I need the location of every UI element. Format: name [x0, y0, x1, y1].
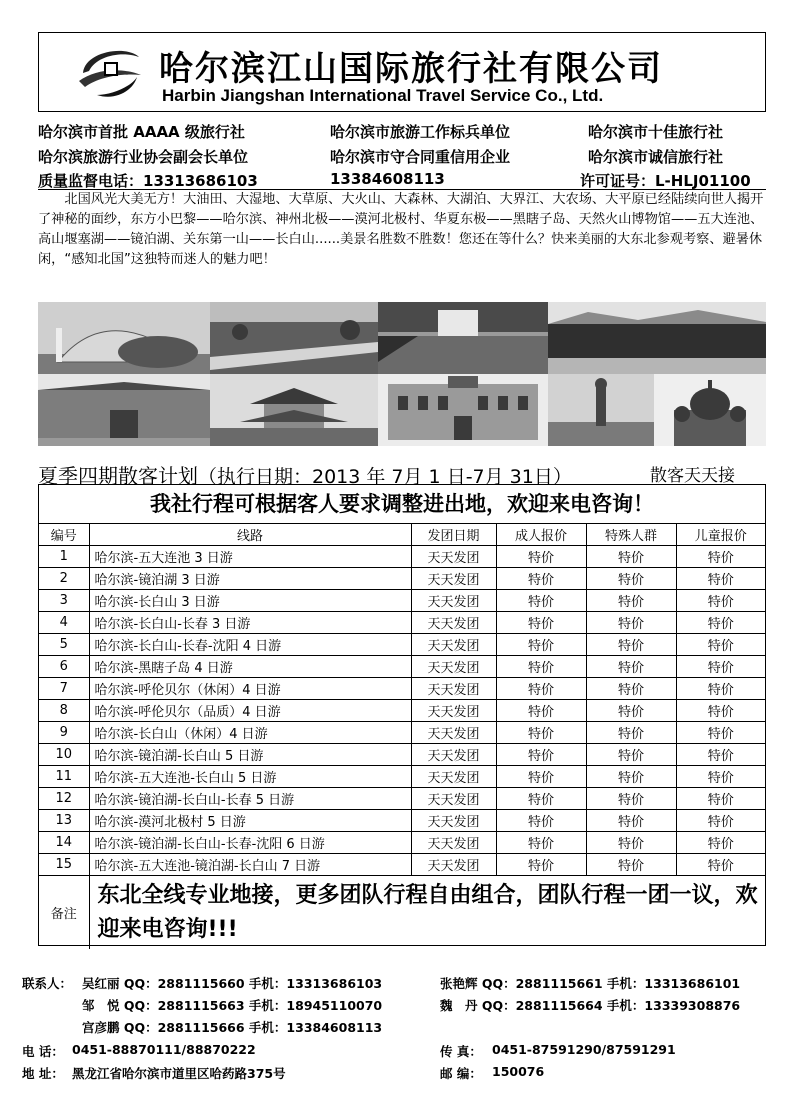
table-body: [39, 546, 765, 876]
row-route: 哈尔滨-五大连池 3 日游: [89, 546, 411, 568]
license-number: 许可证号：L-HLJ01100: [580, 172, 751, 190]
fax-label: 传 真：: [440, 1044, 482, 1059]
row-adult-price: 特价: [496, 546, 586, 568]
table-banner: 我社行程可根据客人要求调整进出地，欢迎来电咨询！: [39, 485, 765, 524]
table-row: [39, 722, 765, 744]
contact-gong: 宫彦鹏 QQ：2881115666 手机：13384608113: [82, 1020, 383, 1035]
company-name-en: Harbin Jiangshan International Travel Service Co., Ltd.: [162, 86, 604, 105]
row-special-price: 特价: [586, 788, 676, 810]
row-child-price: 特价: [676, 700, 765, 722]
contact-wei: 魏 丹 QQ：2881115664 手机：13339308876: [440, 998, 741, 1013]
row-departure: 天天发团: [411, 546, 496, 568]
row-child-price: 特价: [676, 854, 765, 876]
itinerary-table: [38, 484, 766, 946]
row-departure: 天天发团: [411, 678, 496, 700]
table-row: [39, 832, 765, 854]
table-row: [39, 744, 765, 766]
row-number: 8: [39, 700, 89, 722]
row-route: 哈尔滨-镜泊湖-长白山-长春 5 日游: [89, 788, 411, 810]
row-number: 9: [39, 722, 89, 744]
row-special-price: 特价: [586, 766, 676, 788]
table-row: [39, 612, 765, 634]
row-route: 哈尔滨-镜泊湖 3 日游: [89, 568, 411, 590]
row-route: 哈尔滨-长白山-长春 3 日游: [89, 612, 411, 634]
table-row: [39, 700, 765, 722]
row-number: 10: [39, 744, 89, 766]
plan-title-main: 夏季四期散客计划: [38, 464, 198, 488]
postcode-label: 邮 编：: [440, 1066, 482, 1081]
row-adult-price: 特价: [496, 590, 586, 612]
header-adult-price: 成人报价: [496, 524, 586, 546]
row-adult-price: 特价: [496, 832, 586, 854]
row-adult-price: 特价: [496, 612, 586, 634]
credential-contract-credit: 哈尔滨市守合同重信用企业: [330, 148, 511, 166]
row-route: 哈尔滨-镜泊湖-长白山-长春-沈阳 6 日游: [89, 832, 411, 854]
table-row: [39, 546, 765, 568]
row-special-price: 特价: [586, 700, 676, 722]
row-special-price: 特价: [586, 744, 676, 766]
row-adult-price: 特价: [496, 810, 586, 832]
row-child-price: 特价: [676, 810, 765, 832]
row-special-price: 特价: [586, 568, 676, 590]
photo-waterfall: [378, 302, 548, 374]
row-departure: 天天发团: [411, 568, 496, 590]
route-table: [39, 524, 765, 949]
row-route: 哈尔滨-五大连池-长白山 5 日游: [89, 766, 411, 788]
row-number: 4: [39, 612, 89, 634]
table-row: [39, 634, 765, 656]
company-header: [38, 32, 766, 112]
row-adult-price: 特价: [496, 744, 586, 766]
credential-aaaa: 哈尔滨市首批 AAAA 级旅行社: [38, 123, 245, 141]
row-adult-price: 特价: [496, 678, 586, 700]
row-number: 6: [39, 656, 89, 678]
photo-cathedral: [654, 374, 766, 446]
row-child-price: 特价: [676, 766, 765, 788]
table-row: [39, 590, 765, 612]
row-departure: 天天发团: [411, 656, 496, 678]
quality-hotline-2: 13384608113: [330, 170, 445, 188]
row-special-price: 特价: [586, 634, 676, 656]
row-number: 3: [39, 590, 89, 612]
row-departure: 天天发团: [411, 722, 496, 744]
intro-text: 北国风光大美无方！大油田、大湿地、大草原、大火山、大森林、大湖泊、大界江、大农场、大平原已经陆续向世人揭开了神秘的面纱，东方小巴黎——哈尔滨、神州北极——漠河北极村、华夏东极——黑瞎子岛、天然火山博物馆——五大连池、高山堰塞湖——镜泊湖、关东第一山——长白山......美景名胜数不胜数！您还在等什么？快来美丽的大东北参观考察、避暑休闲，“感知北国”这独特而迷人的魅力吧！: [38, 192, 764, 267]
row-departure: 天天发团: [411, 634, 496, 656]
row-adult-price: 特价: [496, 568, 586, 590]
row-departure: 天天发团: [411, 854, 496, 876]
contact-zhang: 张艳辉 QQ：2881115661 手机：13313686101: [440, 976, 741, 991]
remark-label: 备注: [39, 876, 89, 950]
row-child-price: 特价: [676, 722, 765, 744]
postcode-value: 150076: [492, 1064, 545, 1079]
row-special-price: 特价: [586, 854, 676, 876]
photo-lava-field: [210, 302, 378, 374]
company-logo-icon: [75, 43, 145, 101]
row-departure: 天天发团: [411, 612, 496, 634]
photo-red-building: [38, 374, 210, 446]
row-number: 11: [39, 766, 89, 788]
row-number: 7: [39, 678, 89, 700]
photo-european-building: [378, 374, 548, 446]
row-adult-price: 特价: [496, 634, 586, 656]
row-departure: 天天发团: [411, 744, 496, 766]
row-number: 15: [39, 854, 89, 876]
row-route: 哈尔滨-呼伦贝尔（品质）4 日游: [89, 700, 411, 722]
table-row: [39, 656, 765, 678]
row-adult-price: 特价: [496, 766, 586, 788]
address-value: 黑龙江省哈尔滨市道里区哈药路375号: [72, 1066, 286, 1081]
row-adult-price: 特价: [496, 854, 586, 876]
photo-statue: [548, 374, 654, 446]
remark-text: 东北全线专业地接，更多团队行程自由组合，团队行程一团一议，欢迎来电咨询!!!: [89, 876, 765, 950]
row-child-price: 特价: [676, 568, 765, 590]
row-departure: 天天发团: [411, 788, 496, 810]
row-number: 14: [39, 832, 89, 854]
row-route: 哈尔滨-五大连池-镜泊湖-长白山 7 日游: [89, 854, 411, 876]
remark-row: [39, 876, 765, 950]
row-child-price: 特价: [676, 832, 765, 854]
photo-temple: [210, 374, 378, 446]
row-route: 哈尔滨-黑瞎子岛 4 日游: [89, 656, 411, 678]
table-row: [39, 810, 765, 832]
table-row: [39, 678, 765, 700]
row-child-price: 特价: [676, 788, 765, 810]
contact-wu: 吴红丽 QQ：2881115660 手机：13313686103: [82, 976, 383, 991]
plan-dates: （执行日期：2013 年 7月 1 日-7月 31日）: [198, 466, 572, 488]
table-row: [39, 854, 765, 876]
header-child-price: 儿童报价: [676, 524, 765, 546]
row-departure: 天天发团: [411, 832, 496, 854]
credential-vice-president: 哈尔滨旅游行业协会副会长单位: [38, 148, 249, 166]
row-adult-price: 特价: [496, 700, 586, 722]
row-child-price: 特价: [676, 590, 765, 612]
photo-crater-lake: [548, 302, 766, 374]
address-label: 地 址：: [22, 1066, 64, 1081]
phone-label: 电 话：: [22, 1044, 64, 1059]
table-row: [39, 766, 765, 788]
row-adult-price: 特价: [496, 722, 586, 744]
credential-model-unit: 哈尔滨市旅游工作标兵单位: [330, 123, 511, 141]
row-route: 哈尔滨-长白山-长春-沈阳 4 日游: [89, 634, 411, 656]
row-departure: 天天发团: [411, 810, 496, 832]
row-departure: 天天发团: [411, 590, 496, 612]
row-special-price: 特价: [586, 678, 676, 700]
table-header-row: [39, 524, 765, 546]
row-route: 哈尔滨-漠河北极村 5 日游: [89, 810, 411, 832]
row-child-price: 特价: [676, 744, 765, 766]
row-number: 2: [39, 568, 89, 590]
row-route: 哈尔滨-长白山 3 日游: [89, 590, 411, 612]
plan-daily: 散客天天接: [650, 466, 735, 486]
credential-integrity: 哈尔滨市诚信旅行社: [588, 148, 724, 166]
row-number: 13: [39, 810, 89, 832]
row-departure: 天天发团: [411, 700, 496, 722]
row-special-price: 特价: [586, 590, 676, 612]
row-route: 哈尔滨-镜泊湖-长白山 5 日游: [89, 744, 411, 766]
company-name-cn: 哈尔滨江山国际旅行社有限公司: [159, 49, 663, 89]
contact-zou: 邹 悦 QQ：2881115663 手机：18945110070: [82, 998, 383, 1013]
row-special-price: 特价: [586, 832, 676, 854]
header-number: 编号: [39, 524, 89, 546]
table-row: [39, 568, 765, 590]
row-departure: 天天发团: [411, 766, 496, 788]
fax-value: 0451-87591290/87591291: [492, 1042, 676, 1057]
row-special-price: 特价: [586, 810, 676, 832]
quality-hotline: 质量监督电话：13313686103: [38, 172, 258, 190]
contact-label: 联系人：: [22, 976, 73, 991]
intro-paragraph: [38, 190, 766, 270]
row-child-price: 特价: [676, 678, 765, 700]
header-departure: 发团日期: [411, 524, 496, 546]
phone-value: 0451-88870111/88870222: [72, 1042, 256, 1057]
row-number: 12: [39, 788, 89, 810]
row-number: 1: [39, 546, 89, 568]
header-route: 线路: [89, 524, 411, 546]
row-adult-price: 特价: [496, 788, 586, 810]
row-route: 哈尔滨-长白山（休闲）4 日游: [89, 722, 411, 744]
table-row: [39, 788, 765, 810]
row-special-price: 特价: [586, 722, 676, 744]
row-special-price: 特价: [586, 612, 676, 634]
row-adult-price: 特价: [496, 656, 586, 678]
photo-monument: [38, 302, 210, 374]
row-special-price: 特价: [586, 656, 676, 678]
row-number: 5: [39, 634, 89, 656]
row-route: 哈尔滨-呼伦贝尔（休闲）4 日游: [89, 678, 411, 700]
header-special-group: 特殊人群: [586, 524, 676, 546]
row-child-price: 特价: [676, 656, 765, 678]
credential-top-ten: 哈尔滨市十佳旅行社: [588, 123, 724, 141]
row-child-price: 特价: [676, 546, 765, 568]
row-child-price: 特价: [676, 634, 765, 656]
row-child-price: 特价: [676, 612, 765, 634]
row-special-price: 特价: [586, 546, 676, 568]
